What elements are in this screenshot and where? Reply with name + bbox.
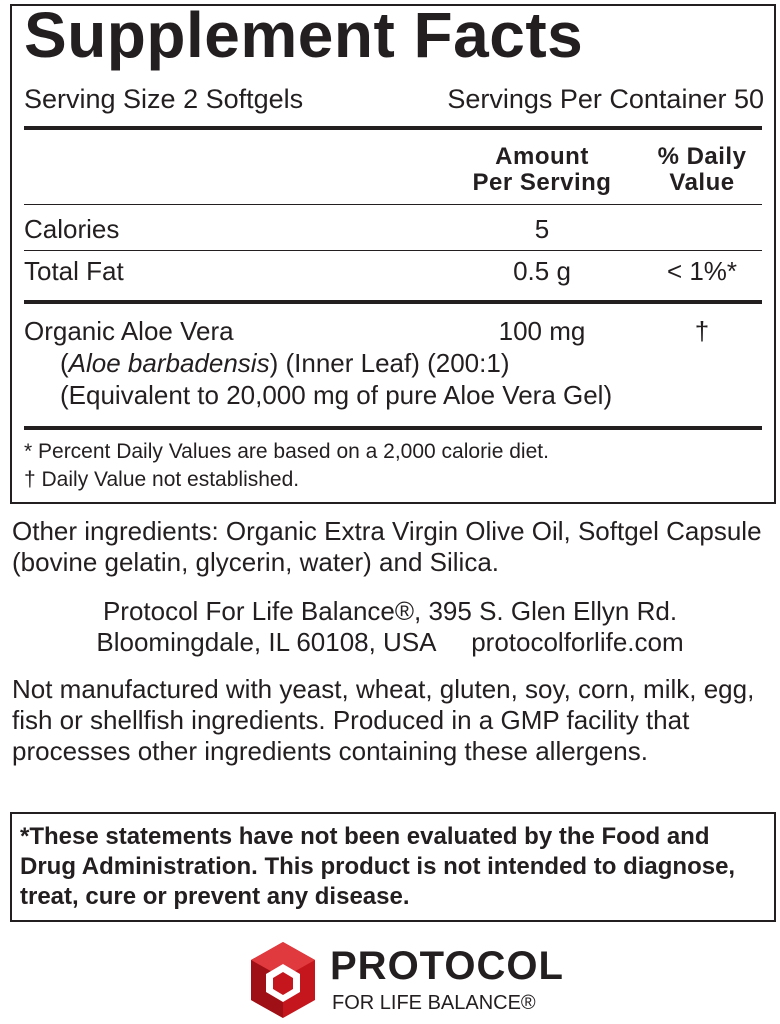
serving-info bbox=[24, 84, 764, 115]
row-name: Calories bbox=[24, 214, 120, 244]
row-name: Total Fat bbox=[24, 256, 124, 286]
row-amount: 0.5 g bbox=[513, 256, 571, 286]
daily-value-header: % Daily Value bbox=[657, 143, 747, 196]
hexagon-logo-icon bbox=[248, 940, 318, 1020]
aloe-source: (Aloe barbadensis) (Inner Leaf) (200:1) bbox=[60, 348, 510, 378]
divider-thick bbox=[24, 300, 762, 304]
fda-disclaimer: *These statements have not been evaluated by the Food and Drug Administration. This product is not intended to diagnose, treat, cure or prevent any disease. bbox=[20, 823, 736, 910]
serving-size: Serving Size 2 Softgels bbox=[24, 84, 304, 114]
logo-tagline: FOR LIFE BALANCE® bbox=[332, 992, 536, 1014]
address-line-1: Protocol For Life Balance®, 395 S. Glen Ellyn Rd. bbox=[102, 596, 678, 626]
servings-per-container: Servings Per Container 50 bbox=[447, 84, 764, 114]
brand-logo bbox=[248, 940, 564, 1024]
divider bbox=[24, 204, 762, 205]
supplement-facts-panel bbox=[10, 0, 776, 504]
allergen-statement: Not manufactured with yeast, wheat, gluten, soy, corn, milk, egg, fish or shellfish ingredients. Produced in a GMP facility that processes other ingredients containing these allergens. bbox=[12, 674, 755, 766]
row-dv: † bbox=[694, 316, 710, 346]
footnote-dagger: † Daily Value not established. bbox=[24, 468, 300, 491]
row-amount: 100 mg bbox=[498, 316, 586, 346]
facts-title: Supplement Facts bbox=[24, 0, 584, 71]
amount-header: Amount Per Serving bbox=[472, 143, 612, 196]
footnote-daily-values: * Percent Daily Values are based on a 2,000 calorie diet. bbox=[24, 440, 549, 463]
aloe-equivalent: (Equivalent to 20,000 mg of pure Aloe Vera Gel) bbox=[60, 380, 613, 410]
fda-disclaimer-box bbox=[10, 812, 776, 922]
row-amount: 5 bbox=[534, 214, 550, 244]
divider-thick bbox=[24, 426, 762, 430]
address-line-2: Bloomingdale, IL 60108, USA protocolforlife.com bbox=[96, 627, 684, 657]
divider-thick bbox=[24, 126, 762, 130]
row-name: Organic Aloe Vera bbox=[24, 316, 234, 346]
divider bbox=[24, 250, 762, 251]
other-ingredients: Other ingredients: Organic Extra Virgin Olive Oil, Softgel Capsule (bovine gelatin, glycerin, water) and Silica. bbox=[12, 516, 762, 577]
aloe-latin-name: Aloe barbadensis bbox=[68, 348, 270, 378]
row-dv: < 1%* bbox=[666, 256, 738, 286]
logo-wordmark: PROTOCOL bbox=[330, 944, 564, 988]
